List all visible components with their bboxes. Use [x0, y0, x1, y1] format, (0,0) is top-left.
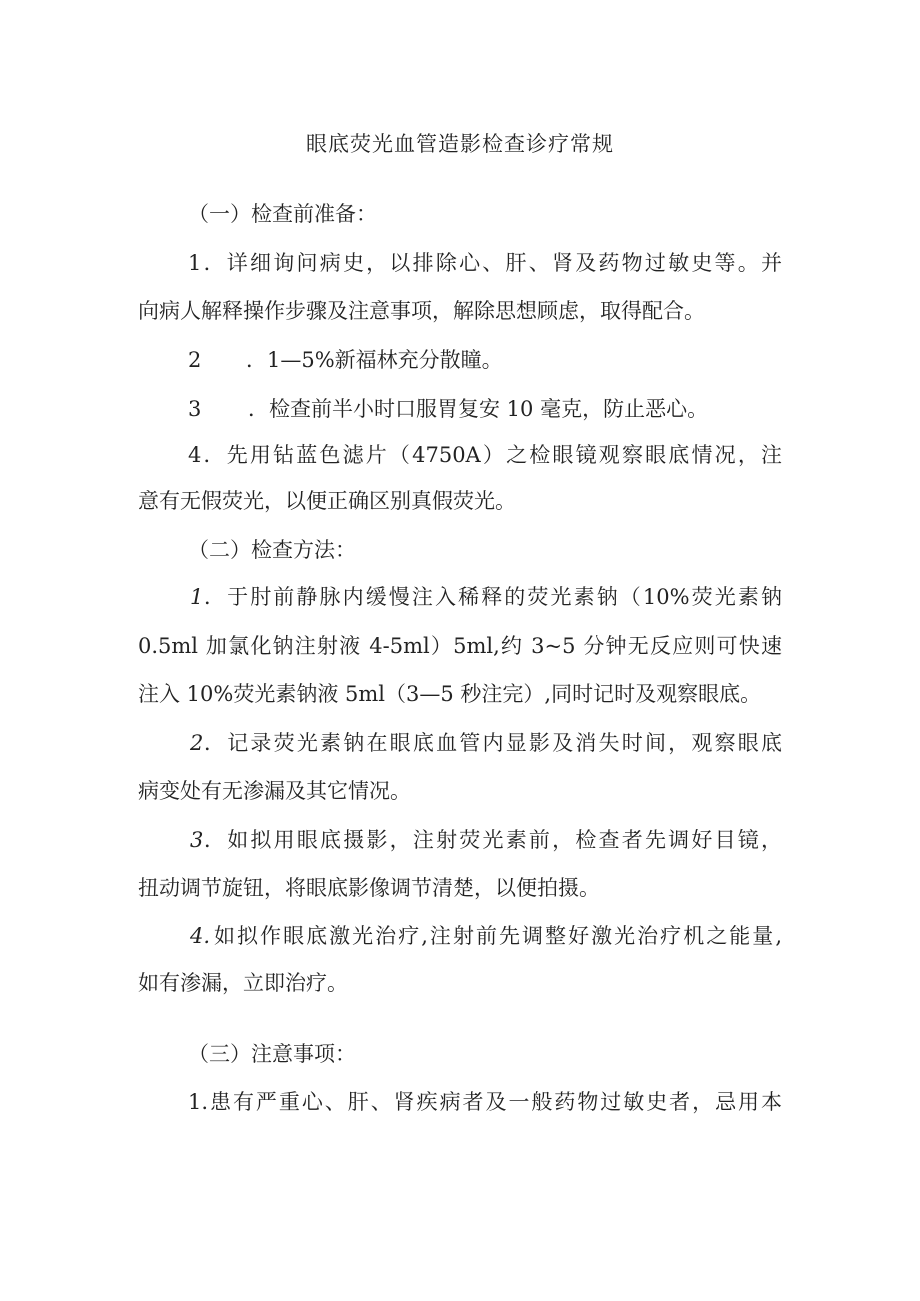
s1-item4-line1: 4．先用钻蓝色滤片（4750A）之检眼镜观察眼底情况，注	[188, 443, 782, 467]
s2-item3-line1: ．如拟用眼底摄影，注射荧光素前，检查者先调好目镜，	[204, 828, 782, 852]
s3-item1-line1: 1.患有严重心、肝、肾疾病者及一般药物过敏史者，忌用本	[188, 1090, 782, 1114]
section-1-heading: （一）检查前准备：	[188, 202, 377, 226]
section-3-heading: （三）注意事项：	[188, 1042, 356, 1066]
s1-item2-text: ．1—5%新福林充分散瞳。	[246, 348, 503, 372]
s2-item3-line2: 扭动调节旋钮，将眼底影像调节清楚，以便拍摄。	[138, 876, 600, 900]
s2-item1-line2: 0.5ml 加氯化钠注射液 4-5ml）5ml,约 3~5 分钟无反应则可快速	[138, 634, 782, 658]
page-title: 眼底荧光血管造影检查诊疗常规	[306, 132, 614, 156]
s1-item3-num: 3	[188, 397, 202, 421]
s2-item1-line1: ．于肘前静脉内缓慢注入稀释的荧光素钠（10%荧光素钠	[204, 585, 782, 609]
s2-item1-num: 1	[190, 585, 204, 609]
s1-item2-num: 2	[188, 348, 202, 372]
s2-item2-line2: 病变处有无渗漏及其它情况。	[138, 779, 411, 803]
s2-item3-num: 3	[190, 828, 204, 852]
s2-item4-line2: 如有渗漏，立即治疗。	[138, 971, 348, 995]
s2-item4-num: 4.	[190, 924, 211, 948]
s2-item2-num: 2	[190, 731, 204, 755]
s2-item2-line1: ．记录荧光素钠在眼底血管内显影及消失时间，观察眼底	[204, 731, 782, 755]
s1-item4-line2: 意有无假荧光，以便正确区别真假荧光。	[138, 489, 516, 513]
s1-item3-text: ．检查前半小时口服胃复安 10 毫克，防止恶心。	[248, 397, 709, 421]
section-2-heading: （二）检查方法：	[188, 538, 356, 562]
s2-item4-line1: 如拟作眼底激光治疗,注射前先调整好激光治疗机之能量,	[214, 924, 782, 948]
s1-item1-line1: 1．详细询问病史，以排除心、肝、肾及药物过敏史等。并	[188, 251, 782, 275]
s1-item1-line2: 向病人解释操作步骤及注意事项，解除思想顾虑，取得配合。	[138, 299, 705, 323]
s2-item1-line3: 注入 10%荧光素钠液 5ml（3—5 秒注完）,同时记时及观察眼底。	[138, 682, 762, 706]
